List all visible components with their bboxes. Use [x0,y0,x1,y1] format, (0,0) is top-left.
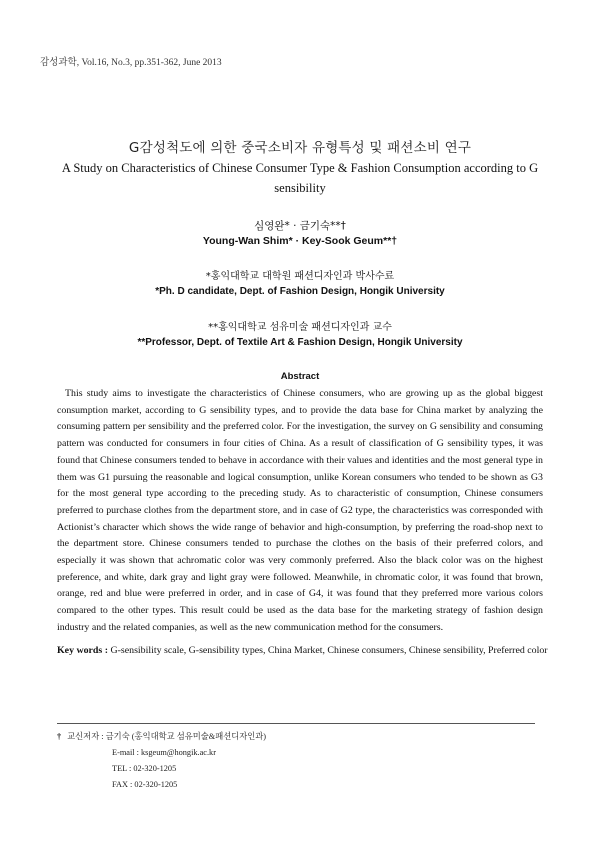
affiliation-2-english: **Professor, Dept. of Textile Art & Fashion Design, Hongik University [137,337,463,348]
footnote-fax: FAX : 02-320-1205 [112,780,178,789]
keywords-label: Key words : [57,645,109,656]
footnote-divider [57,723,535,724]
affiliation-1-korean: *홍익대학교 대학원 패션디자인과 박사수료 [205,271,395,282]
abstract-heading: Abstract [280,371,320,382]
authors-english: Young-Wan Shim* · Key-Sook Geum**† [202,235,398,247]
title-korean: G감성척도에 의한 중국소비자 유형특성 및 패션소비 연구 [128,140,472,156]
footnote-corresponding-line [57,729,266,745]
keywords [57,645,557,656]
footnote-email: E-mail : ksgeum@hongik.ac.kr [112,748,216,757]
footnote [57,729,266,793]
affiliation-1-english: *Ph. D candidate, Dept. of Fashion Design, Hongik University [155,286,445,297]
abstract-body: This study aims to investigate the characteristics of Chinese consumers, who are growing up as the global biggest consumption market, according to G sensibility types, and to provide the data base for China market by analyzing the consuming pattern per sensibility and the preferred color. For the investigation, the survey on G sensibility and consuming pattern was conducted for consumers in four cities of China. As a result of classification of G sensibility types, it was found that Chinese consumers tended to behave in accordance with their values and identities and the most general type in them was G1 pursuing the reasonable and logical consumption, unlike Korean consumers who tended to be shown as G3 for the most general type according to the preceding study. As to characteristic of consumption, Chinese consumers preferred to purchase clothes from the department store, and in case of G2 type, the characteristics was corresponded with Actionist’s character which shows the wide range of behavior and high-consumption, by preferring the road-shop next to the department store. Chinese consumers tended to purchase the clothes on the basis of their preferred colors, and especially it was shown that achromatic color was very commonly preferred. Also the black color was on the highest preference, and white, dark gray and light gray were followed. Meanwhile, in chromatic color, it was found that brown, orange, red and blue were preferred in order, and in case of G4, it was found that they preferred more various colors compared to the other types. This result could be used as the data base for the marketing strategy of fashion design industry and the related companies, as well as the new communication method for the consumers. [57,388,543,633]
title-english: A Study on Characteristics of Chinese Consumer Type & Fashion Consumption according to G sensibility [61,161,539,195]
affiliation-2-korean: **홍익대학교 섬유미술 패션디자인과 교수 [208,322,392,333]
running-head: 감성과학, Vol.16, No.3, pp.351-362, June 2013 [40,58,222,68]
dagger-symbol: † [57,732,62,741]
footnote-tel: TEL : 02-320-1205 [112,764,177,773]
authors-korean: 심영완* · 금기숙**† [254,220,346,232]
footnote-corresponding-author: 교신저자 : 금기숙 (홍익대학교 섬유미술&패션디자인과) [67,732,267,741]
keywords-text: G-sensibility scale, G-sensibility types, China Market, Chinese consumers, Chinese sensibility, Preferred color [110,645,548,656]
